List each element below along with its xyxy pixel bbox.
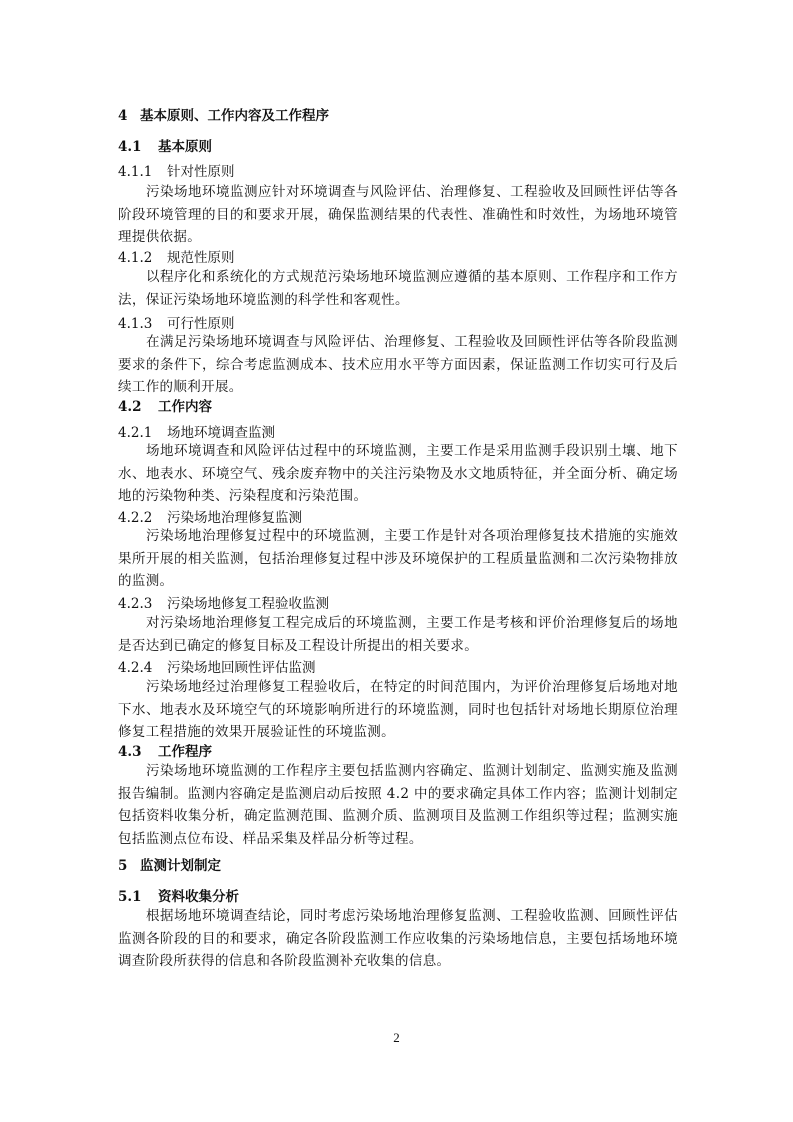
heading-4-2-3 (118, 594, 329, 614)
page-number: 2 (393, 1030, 400, 1045)
heading-title: 可行性原则 (167, 316, 235, 332)
paragraph-4-2-4: 污染场地经过治理修复工程验收后，在特定的时间范围内，为评价治理修复后场地对地下水、地表水及环境空气的环境影响所进行的环境监测，同时也包括针对场地长期原位治理修复工程措施的效果开展验证性的环境监测。 (118, 679, 678, 740)
heading-4-2-4 (118, 658, 316, 678)
heading-title: 污染场地修复工程验收监测 (167, 596, 329, 612)
heading-title: 资料收集分析 (158, 889, 239, 905)
heading-title: 基本原则 (158, 139, 212, 155)
heading-number: 5 (118, 858, 128, 874)
heading-5 (118, 856, 221, 876)
heading-number: 4.1.2 (118, 250, 153, 266)
heading-5-1 (118, 887, 239, 907)
heading-4-1-1 (118, 162, 235, 182)
heading-number: 4.3 (118, 744, 142, 760)
heading-number: 4.2 (118, 399, 142, 415)
heading-number: 4.1.1 (118, 164, 153, 180)
paragraph-4-2-1: 场地环境调查和风险评估过程中的环境监测，主要工作是采用监测手段识别土壤、地下水、地表水、环境空气、残余废弃物中的关注污染物及水文地质特征，并全面分析、确定场地的污染物种类、污染程度和污染范围。 (118, 443, 678, 504)
paragraph-4-2-2: 污染场地治理修复过程中的环境监测，主要工作是针对各项治理修复技术措施的实施效果所开展的相关监测，包括治理修复过程中涉及环境保护的工程质量监测和二次污染物排放的监测。 (118, 528, 678, 589)
heading-title: 污染场地回顾性评估监测 (167, 660, 316, 676)
heading-title: 污染场地治理修复监测 (167, 510, 302, 526)
heading-number: 4.2.3 (118, 596, 153, 612)
heading-number: 4.2.4 (118, 660, 153, 676)
heading-title: 监测计划制定 (140, 858, 221, 874)
heading-4-2 (118, 397, 212, 417)
heading-title: 工作内容 (158, 399, 212, 415)
heading-title: 工作程序 (158, 744, 212, 760)
heading-4-1 (118, 137, 212, 157)
heading-number: 4.2.2 (118, 510, 153, 526)
paragraph-5-1: 根据场地环境调查结论，同时考虑污染场地治理修复监测、工程验收监测、回顾性评估监测各阶段的目的和要求，确定各阶段监测工作应收集的污染场地信息，主要包括场地环境调查阶段所获得的信息和各阶段监测补充收集的信息。 (118, 908, 678, 969)
paragraph-4-1-1: 污染场地环境监测应针对环境调查与风险评估、治理修复、工程验收及回顾性评估等各阶段环境管理的目的和要求开展，确保监测结果的代表性、准确性和时效性，为场地环境管理提供依据。 (118, 184, 678, 245)
heading-4-3 (118, 742, 212, 762)
heading-title: 针对性原则 (167, 164, 235, 180)
heading-number: 4.2.1 (118, 425, 153, 441)
paragraph-4-3: 污染场地环境监测的工作程序主要包括监测内容确定、监测计划制定、监测实施及监测报告编制。监测内容确定是监测启动后按照 4.2 中的要求确定具体工作内容；监测计划制定包括资料收集分析，确定监测范围、监测介质、监测项目及监测工作组织等过程；监测实施包括监测点位布设、样品采集及样品分析等过程。 (118, 763, 678, 847)
heading-title: 场地环境调查监测 (167, 425, 275, 441)
heading-number: 5.1 (118, 889, 142, 905)
paragraph-4-1-3: 在满足污染场地环境调查与风险评估、治理修复、工程验收及回顾性评估等各阶段监测要求的条件下，综合考虑监测成本、技术应用水平等方面因素，保证监测工作切实可行及后续工作的顺利开展。 (118, 334, 678, 395)
heading-4 (118, 106, 329, 126)
heading-number: 4 (118, 108, 128, 124)
paragraph-4-1-2: 以程序化和系统化的方式规范污染场地环境监测应遵循的基本原则、工作程序和工作方法，保证污染场地环境监测的科学性和客观性。 (118, 269, 678, 308)
heading-number: 4.1.3 (118, 316, 153, 332)
heading-title: 规范性原则 (167, 250, 235, 266)
heading-title: 基本原则、工作内容及工作程序 (140, 108, 329, 124)
heading-4-1-2 (118, 248, 235, 268)
paragraph-4-2-3: 对污染场地治理修复工程完成后的环境监测，主要工作是考核和评价治理修复后的场地是否达到已确定的修复目标及工程设计所提出的相关要求。 (118, 615, 678, 654)
heading-number: 4.1 (118, 139, 142, 155)
